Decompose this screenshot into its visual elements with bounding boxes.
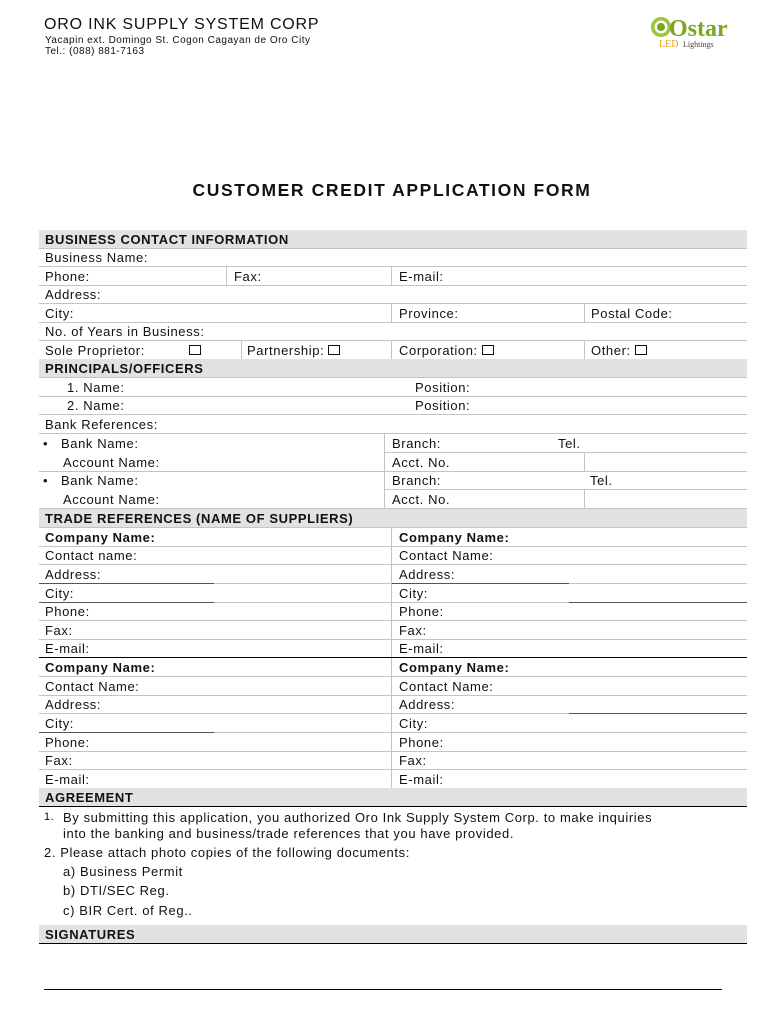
phone-fax-email-row[interactable] (39, 267, 747, 286)
bank-1-acct-no-label: Acct. No. (392, 455, 451, 470)
trade-1b-contact-label: Contact Name: (399, 548, 494, 563)
bank-1-branch-label: Branch: (392, 436, 442, 451)
bullet-icon: • (43, 436, 49, 451)
trade-2b-address-label: Address: (399, 697, 456, 712)
principal-2-position-label: Position: (415, 398, 471, 413)
partnership-checkbox[interactable] (328, 345, 340, 355)
company-address: Yacapin ext. Domingo St. Cogon Cagayan de Oro City (45, 35, 311, 46)
years-in-business-row[interactable] (39, 322, 747, 341)
trade-1a-contact-label: Contact name: (45, 548, 138, 563)
sole-proprietor-checkbox[interactable] (189, 345, 201, 355)
bank-2-acct-no-label: Acct. No. (392, 492, 451, 507)
bank-2-tel-label: Tel. (590, 473, 613, 488)
trade-2b-company-label: Company Name: (399, 660, 510, 675)
province-label: Province: (399, 306, 459, 321)
fax-label: Fax: (234, 269, 262, 284)
company-phone: Tel.: (088) 881-7163 (45, 46, 145, 57)
trade-1-phone-row[interactable] (39, 602, 747, 621)
logo-lightings-text: Lightings (683, 40, 714, 49)
trade-1a-fax-label: Fax: (45, 623, 73, 638)
postal-code-label: Postal Code: (591, 306, 673, 321)
other-checkbox[interactable] (635, 345, 647, 355)
trade-2b-email-label: E-mail: (399, 772, 444, 787)
document-bir-cert: c) BIR Cert. of Reg.. (63, 903, 193, 918)
section-header-agreement: AGREEMENT (39, 788, 747, 807)
section-header-principals: PRINCIPALS/OFFICERS (39, 359, 747, 378)
agreement-item-1-number: 1. (44, 811, 55, 823)
bank-1-account-label: Account Name: (63, 455, 160, 470)
other-label: Other: (591, 343, 631, 358)
trade-1a-address-label: Address: (45, 567, 102, 582)
trade-2-company-row[interactable] (39, 658, 747, 677)
trade-2-address-row[interactable] (39, 695, 747, 714)
trade-2a-contact-label: Contact Name: (45, 679, 140, 694)
principal-2-name-label: 2. Name: (67, 398, 125, 413)
trade-1a-company-label: Company Name: (45, 530, 156, 545)
section-header-trade-references: TRADE REFERENCES (NAME OF SUPPLIERS) (39, 509, 747, 528)
partnership-label: Partnership: (247, 343, 325, 358)
trade-1-email-row[interactable] (39, 639, 747, 658)
trade-2a-phone-label: Phone: (45, 735, 90, 750)
bank-1-tel-label: Tel. (558, 436, 581, 451)
agreement-item-1-line-2: into the banking and business/trade references that you have provided. (63, 826, 515, 841)
corporation-checkbox[interactable] (482, 345, 494, 355)
trade-1-contact-row[interactable] (39, 546, 747, 565)
trade-1b-city-label: City: (399, 586, 428, 601)
trade-1-fax-row[interactable] (39, 621, 747, 640)
section-header-business-contact: BUSINESS CONTACT INFORMATION (39, 230, 747, 249)
trade-2b-phone-label: Phone: (399, 735, 444, 750)
business-name-row[interactable] (39, 248, 747, 267)
trade-1b-phone-label: Phone: (399, 604, 444, 619)
trade-2a-email-label: E-mail: (45, 772, 90, 787)
trade-2a-address-label: Address: (45, 697, 102, 712)
sole-proprietor-label: Sole Proprietor: (45, 343, 145, 358)
trade-1b-fax-label: Fax: (399, 623, 427, 638)
phone-label: Phone: (45, 269, 90, 284)
document-dti-sec-reg: b) DTI/SEC Reg. (63, 883, 170, 898)
trade-1-address-row[interactable] (39, 565, 747, 584)
trade-2-contact-row[interactable] (39, 677, 747, 696)
trade-2-city-row[interactable] (39, 714, 747, 733)
address-row[interactable] (39, 285, 747, 304)
agreement-item-2: 2. Please attach photo copies of the following documents: (44, 845, 410, 860)
trade-1b-company-label: Company Name: (399, 530, 510, 545)
bank-1-account-row[interactable] (39, 453, 747, 472)
trade-1-company-row[interactable] (39, 528, 747, 547)
trade-1a-city-label: City: (45, 586, 74, 601)
principal-row-2[interactable] (39, 396, 747, 415)
bullet-icon: • (43, 473, 49, 488)
bank-2-name-label: Bank Name: (61, 473, 139, 488)
business-name-label: Business Name: (45, 250, 149, 265)
document-business-permit: a) Business Permit (63, 864, 183, 879)
trade-2a-company-label: Company Name: (45, 660, 156, 675)
bank-references-label: Bank References: (45, 417, 158, 432)
bank-2-branch-label: Branch: (392, 473, 442, 488)
city-label: City: (45, 306, 74, 321)
trade-1a-email-label: E-mail: (45, 641, 90, 656)
city-province-postal-row[interactable] (39, 304, 747, 323)
trade-1-city-row[interactable] (39, 584, 747, 603)
business-type-row (39, 341, 747, 360)
logo-brand-text: Ostar (669, 16, 728, 42)
trade-1a-phone-label: Phone: (45, 604, 90, 619)
corporation-label: Corporation: (399, 343, 478, 358)
principal-row-1[interactable] (39, 378, 747, 397)
ostar-logo (648, 12, 748, 52)
trade-2-email-row[interactable] (39, 770, 747, 789)
trade-2a-fax-label: Fax: (45, 753, 73, 768)
principal-1-position-label: Position: (415, 380, 471, 395)
trade-2-phone-row[interactable] (39, 733, 747, 752)
signature-line[interactable] (44, 989, 722, 990)
agreement-item-1-line-1: By submitting this application, you authorized Oro Ink Supply System Corp. to make inquiries (63, 810, 653, 825)
trade-2b-city-label: City: (399, 716, 428, 731)
section-header-signatures: SIGNATURES (39, 925, 747, 944)
address-label: Address: (45, 287, 102, 302)
form-title: CUSTOMER CREDIT APPLICATION FORM (192, 180, 592, 200)
trade-1b-address-label: Address: (399, 567, 456, 582)
trade-2b-contact-label: Contact Name: (399, 679, 494, 694)
bank-2-row[interactable] (39, 471, 747, 490)
bank-2-account-row[interactable] (39, 490, 747, 509)
bank-1-name-label: Bank Name: (61, 436, 139, 451)
years-label: No. of Years in Business: (45, 324, 205, 339)
trade-2b-fax-label: Fax: (399, 753, 427, 768)
logo-led-text: LED (659, 39, 679, 50)
trade-2-fax-row[interactable] (39, 751, 747, 770)
bank-2-account-label: Account Name: (63, 492, 160, 507)
principal-1-name-label: 1. Name: (67, 380, 125, 395)
bank-references-row (39, 415, 747, 434)
email-label: E-mail: (399, 269, 444, 284)
trade-1b-email-label: E-mail: (399, 641, 444, 656)
bank-1-row[interactable] (39, 434, 747, 453)
company-name: ORO INK SUPPLY SYSTEM CORP (44, 16, 320, 33)
trade-2a-city-label: City: (45, 716, 74, 731)
